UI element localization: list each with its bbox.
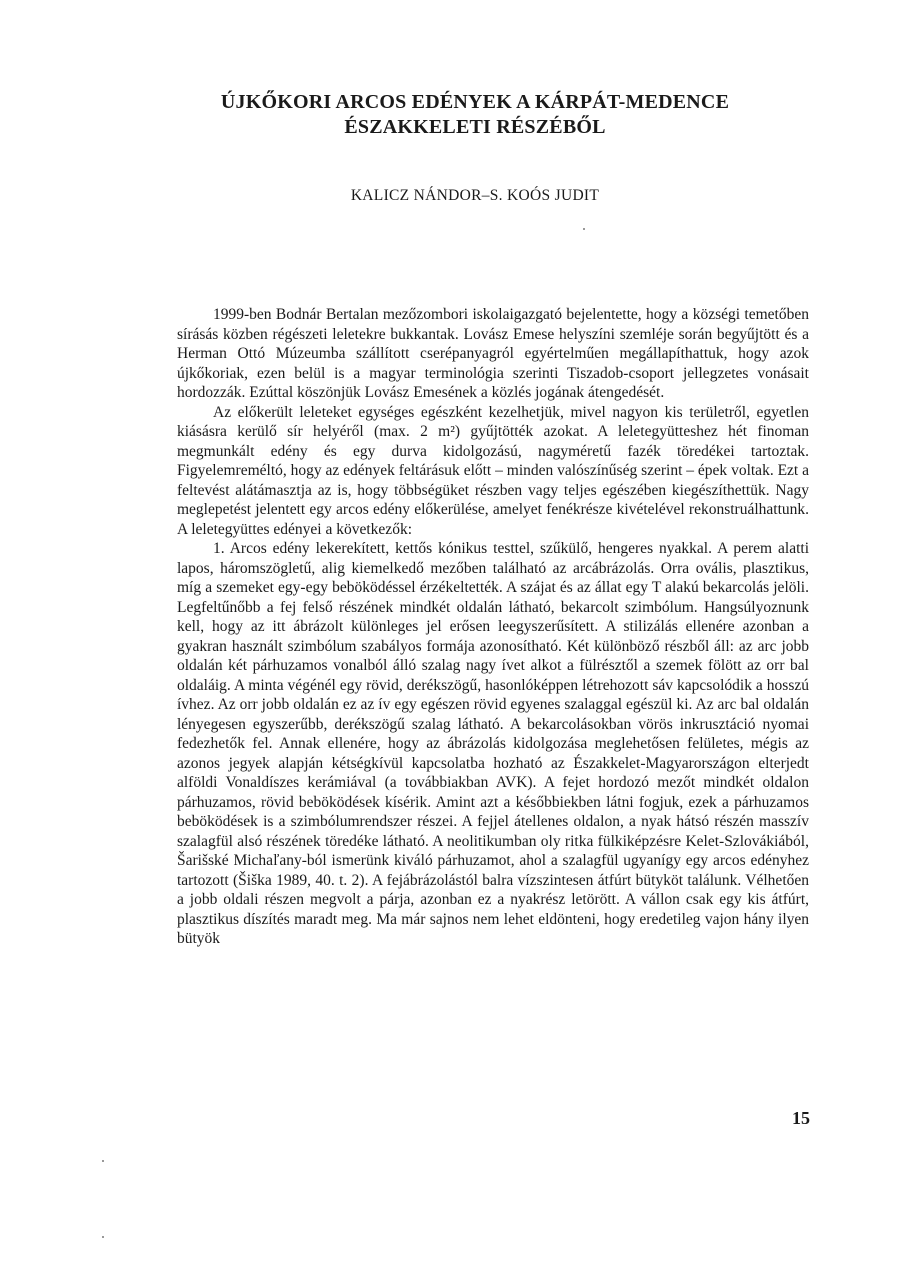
title-line-2: ÉSZAKKELETI RÉSZÉBŐL bbox=[344, 116, 606, 138]
page-number: 15 bbox=[792, 1108, 810, 1128]
article-body bbox=[177, 305, 809, 949]
title-line-1: ÚJKŐKORI ARCOS EDÉNYEK A KÁRPÁT-MEDENCE bbox=[220, 91, 730, 113]
scan-speck bbox=[102, 1236, 104, 1238]
scan-speck bbox=[102, 1160, 104, 1162]
paragraph-2: Az előkerült leleteket egységes egészként kezelhetjük, mivel nagyon kis területről, egyetlen kiásásra kerülő sír helyéről (max. 2 m²) gyűjtötték azokat. A leletegyütteshez hét finoman megmunkált edény és egy durva kidolgozású, nagyméretű fazék töredékei tartoztak. Figyelemreméltó, hogy az edények feltárásuk előtt – minden valószínűség szerint – épek voltak. Ezt a feltevést alátámasztja az is, hogy többségüket részben vagy teljes egészében kiegészíthettük. Nagy meglepetést jelentett egy arcos edény előkerülése, amelyet fenékrésze kivételével rekonstruálhattunk. A leletegyüttes edényei a következők: bbox=[177, 403, 809, 538]
scan-speck bbox=[583, 228, 585, 230]
paragraph-3: 1. Arcos edény lekerekített, kettős kónikus testtel, szűkülő, hengeres nyakkal. A perem alatti lapos, háromszögletű, alig kiemelkedő mezőben található az arcábrázolás. Orra ovális, plasztikus, míg a szemeket egy-egy beböködéssel érzékeltették. A szájat és az állat egy T alakú bekarcolás jelöli. Legfeltűnőbb a fej felső részének mindkét oldalán látható, bekarcolt szimbólum. Hangsúlyoznunk kell, hogy az itt ábrázolt különleges jel erősen leegyszerűsített. A stilizálás ellenére azonban a gyakran használt szimbólum szabályos formája azonosítható. Két különböző részből áll: az arc jobb oldalán két párhuzamos vonalból álló szalag nagy ívet alkot a fülrésztől a szemek fölött az orr bal oldaláig. A minta végénél egy rövid, derékszögű, hasonlóképpen létrehozott sáv kapcsolódik a hosszú ívhez. Az orr jobb oldalán ez az ív egy egészen rövid egyenes szalaggal egészül ki. Az arc bal oldalán lényegesen egyszerűbb, derékszögű szalag látható. A bekarcolásokban vörös inkrusztáció nyomai fedezhetők fel. Annak ellenére, hogy az ábrázolás kidolgozása meglehetősen felületes, mégis az azonos jegyek alapján kétségkívül kapcsolatba hozható az Északkelet-Magyarországon elterjedt alföldi Vonaldíszes kerámiával (a továbbiakban AVK). A fejet hordozó mezőt mindkét oldalon párhuzamos, rövid beböködések kísérik. Amint azt a későbbiekben látni fogjuk, ezek a párhuzamos beböködések is a szimbólumrendszer részei. A fejjel átellenes oldalon, a nyak hátsó részén masszív szalagfül alsó részének töredéke látható. A neolitikumban oly ritka fülkiképzésre Kelet-Szlovákiából, Šarišské Michaľany-ból ismerünk kiváló párhuzamot, ahol a szalagfül ugyanígy egy arcos edényhez tartozott (Šiška 1989, 40. t. 2). A fejábrázolástól balra vízszintesen átfúrt bütyköt találunk. Vélhetően a jobb oldali részen megvolt a párja, azonban ez a nyakrész letörött. A vállon csak egy kis átfúrt, plasztikus díszítés maradt meg. Ma már sajnos nem lehet eldönteni, hogy eredetileg vajon hány ilyen bütyök bbox=[177, 540, 809, 947]
paragraph-1: 1999-ben Bodnár Bertalan mezőzombori iskolaigazgató bejelentette, hogy a községi temetőben sírásás közben régészeti leletekre bukkantak. Lovász Emese helyszíni szemléje során begyűjtött és a Herman Ottó Múzeumba szállított cserépanyagról egyértelműen megállapíthattuk, hogy azok újkőkoriak, ezen belül is a magyar terminológia szerinti Tiszadob-csoport jellegzetes vonásait hordozzák. Ezúttal köszönjük Lovász Emesének a közlés jogának átengedését. bbox=[177, 306, 809, 401]
article-authors: KALICZ NÁNDOR–S. KOÓS JUDIT bbox=[350, 187, 600, 204]
article-title bbox=[150, 90, 800, 140]
